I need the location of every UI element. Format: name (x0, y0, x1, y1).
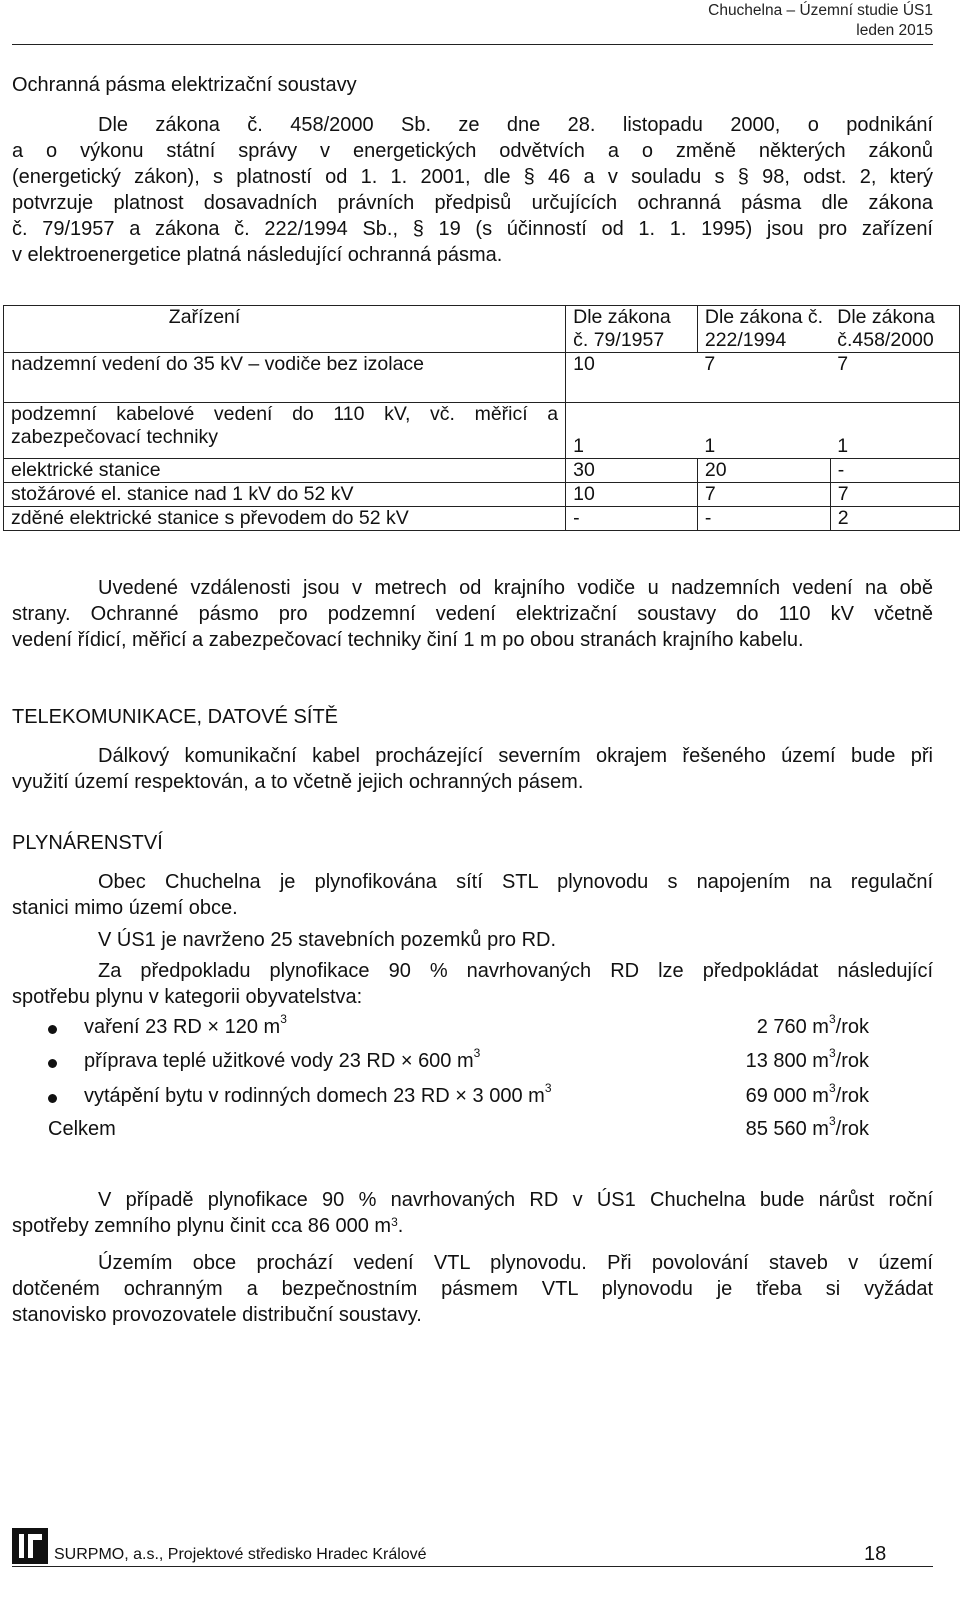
header-title: Chuchelna – Územní studie ÚS1 (708, 2, 933, 19)
table-cell-1994: - (697, 507, 830, 531)
table-cell-1957: 10 (566, 483, 698, 507)
table-header-device: Zařízení (4, 306, 566, 353)
table-header-law-1957: Dle zákona č. 79/1957 (566, 306, 698, 353)
consumption-label: vaření 23 RD × 120 $m^3$ (84, 1012, 287, 1038)
table-cell-device: stožárové el. stanice nad 1 kV do 52 kV (4, 483, 566, 507)
gas-paragraph-4 (12, 1187, 933, 1239)
gas-p5-line-2: dotčeném ochranným a bezpečnostním pásmem VTL plynovodu je třeba si vyžádat (12, 1278, 933, 1300)
power-line-2: a o výkonu státní správy v energetických odvětvích a o změně některých zákonů (12, 140, 933, 162)
table-row (4, 459, 960, 483)
gas-p5-line-3: stanovisko provozovatele distribuční soustavy. (12, 1304, 422, 1326)
table-cell-device: elektrické stanice (4, 459, 566, 483)
table-cell-2000: 7 (830, 483, 959, 507)
gas-p1-line-1: Obec Chuchelna je plynofikována sítí STL plynovodu s napojením na regulační (98, 871, 933, 893)
table-cell-1994: 7 (697, 483, 830, 507)
consumption-total-label: Celkem (48, 1118, 116, 1140)
consumption-value: 13 800 $m^3$/rok (745, 1046, 869, 1072)
note-line-3: vedení řídicí, měřicí a zabezpečovací techniky činí 1 m po obou stranách krajního kabelu. (12, 629, 804, 651)
table-row (4, 403, 960, 459)
gas-p3-line-2: spotřebu plynu v kategorii obyvatelstva: (12, 986, 363, 1008)
section-title-power: Ochranná pásma elektrizační soustavy (12, 74, 357, 96)
table-cell-device: nadzemní vedení do 35 kV – vodiče bez izolace (4, 353, 566, 403)
table-header-law-2000: Dle zákona č.458/2000 (830, 306, 959, 353)
consumption-label: vytápění bytu v rodinných domech 23 RD × 3 000 $m^3$ (84, 1081, 552, 1107)
power-line-1: Dle zákona č. 458/2000 Sb. ze dne 28. listopadu 2000, o podnikání (98, 114, 933, 136)
section-title-telecom: TELEKOMUNIKACE, DATOVÉ SÍTĚ (12, 706, 338, 728)
power-line-6: v elektroenergetice platná následující ochranná pásma. (12, 244, 503, 266)
table-cell-2000: 1 (830, 403, 959, 459)
consumption-value: 2 760 $m^3$/rok (756, 1012, 869, 1038)
table-cell-1957: - (566, 507, 698, 531)
section-title-gas: PLYNÁRENSTVÍ (12, 832, 163, 854)
gas-paragraph-3 (12, 958, 933, 1010)
header-date: leden 2015 (856, 22, 933, 39)
table-row (4, 353, 960, 403)
table-row (4, 483, 960, 507)
table-cell-1957: 30 (566, 459, 698, 483)
table-cell-device: zděné elektrické stanice s převodem do 52 kV (4, 507, 566, 531)
table-cell-2000: - (830, 459, 959, 483)
protection-zones-table (3, 305, 960, 531)
gas-paragraph-1 (12, 869, 933, 921)
table-header-row (4, 306, 960, 353)
power-line-5: č. 79/1957 a zákona č. 222/1994 Sb., § 19 (s účinností od 1. 1. 1995) jsou pro zařízení (12, 218, 933, 240)
table-cell-device: podzemní kabelové vedení do 110 kV, vč. měřicí a zabezpečovací techniky (4, 403, 566, 459)
gas-p1-line-2: stanici mimo území obce. (12, 897, 238, 919)
gas-paragraph-5 (12, 1250, 933, 1328)
table-row (4, 507, 960, 531)
company-logo-icon (12, 1528, 48, 1564)
gas-p5-line-1: Územím obce prochází vedení VTL plynovodu. Při povolování staveb v území (98, 1252, 933, 1274)
telecom-line-2: využití území respektován, a to včetně jejich ochranných pásem. (12, 771, 584, 793)
power-line-4: potvrzuje platnost dosavadních právních předpisů určujících ochranná pásma dle zákona (12, 192, 933, 214)
power-paragraph (12, 112, 933, 268)
gas-paragraph-2: V ÚS1 je navrženo 25 stavebních pozemků pro RD. (98, 929, 557, 951)
table-cell-1994: 20 (697, 459, 830, 483)
footer-rule (12, 1566, 933, 1567)
gas-p4-line-2: spotřeby zemního plynu činit cca 86 000 $m^3$. (12, 1215, 404, 1237)
power-line-3: (energetický zákon), s platností od 1. 1. 2001, dle § 46 a v souladu s § 98, odst. 2, který (12, 166, 933, 188)
table-cell-1957: 10 (566, 353, 698, 403)
header-rule (12, 44, 933, 45)
footer-page-number: 18 (864, 1543, 887, 1565)
note-line-2: strany. Ochranné pásmo pro podzemní vedení elektrizační soustavy do 110 kV včetně (12, 603, 933, 625)
table-cell-1957: 1 (566, 403, 698, 459)
power-note (12, 575, 933, 653)
consumption-value: 69 000 $m^3$/rok (745, 1081, 869, 1107)
table-cell-2000: 2 (830, 507, 959, 531)
gas-p4-line-1: V případě plynofikace 90 % navrhovaných RD v ÚS1 Chuchelna bude nárůst roční (98, 1189, 933, 1211)
gas-p3-line-1: Za předpokladu plynofikace 90 % navrhovaných RD lze předpokládat následující (98, 960, 933, 982)
table-cell-2000: 7 (830, 353, 959, 403)
consumption-total-value: 85 560 $m^3$/rok (745, 1114, 869, 1140)
table-cell-1994: 7 (697, 353, 830, 403)
consumption-label: příprava teplé užitkové vody 23 RD × 600 $m^3$ (84, 1046, 481, 1072)
note-line-1: Uvedené vzdálenosti jsou v metrech od krajního vodiče u nadzemních vedení na obě (98, 577, 933, 599)
table-cell-1994: 1 (697, 403, 830, 459)
telecom-line-1: Dálkový komunikační kabel procházející severním okrajem řešeného území bude při (98, 745, 933, 767)
bullet-icon (48, 1025, 57, 1034)
bullet-icon (48, 1094, 57, 1103)
bullet-icon (48, 1059, 57, 1068)
telecom-paragraph (12, 743, 933, 795)
footer-company: SURPMO, a.s., Projektové středisko Hradec Králové (54, 1546, 427, 1563)
table-header-law-1994: Dle zákona č. 222/1994 (697, 306, 830, 353)
